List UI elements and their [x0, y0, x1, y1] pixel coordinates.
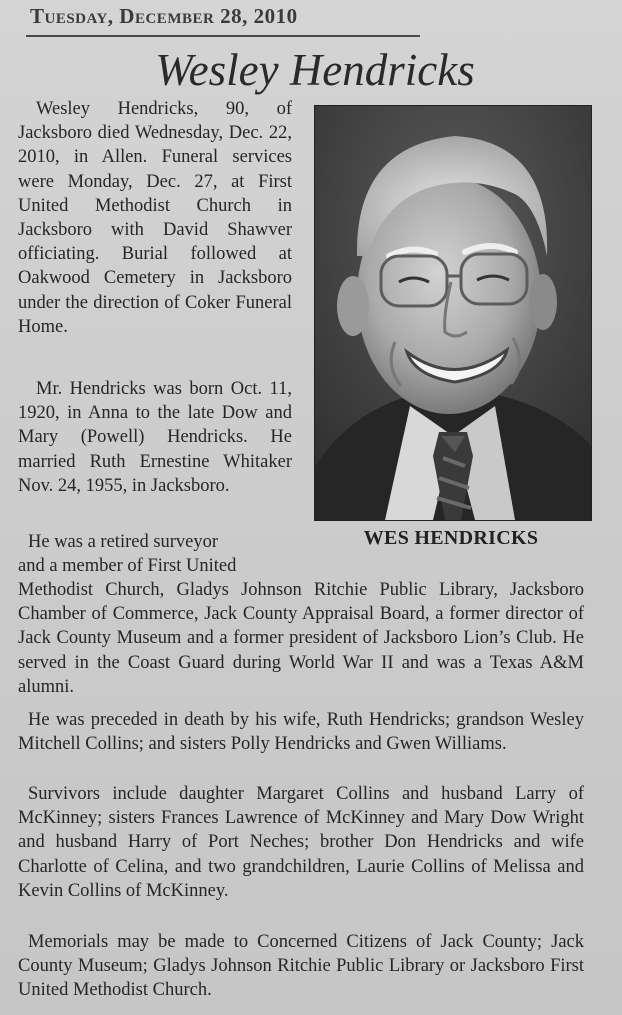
paragraph-3-line-2: and a member of First United [18, 556, 237, 576]
headline: Wesley Hendricks [155, 45, 475, 95]
portrait-illustration [315, 106, 591, 520]
paragraph-5: Survivors include daughter Margaret Collins and husband Larry of McKinney; sisters Frances Lawrence of McKinney and Mary Dow Wright and husband Harry of Port Neches; brother Don Hendricks and wife Charlotte of Celina, and two grandchildren, Laurie Collins of Melissa and Kevin Collins of McKinney. [18, 784, 584, 901]
portrait-photo [314, 105, 592, 521]
paragraph-2: Mr. Hendricks was born Oct. 11, 1920, in Anna to the late Dow and Mary (Powell) Hendricks. He married Ruth Ernestine Whitaker Nov. 24, 1955, in Jacksboro. [18, 379, 292, 496]
paragraph-4: He was preceded in death by his wife, Ruth Hendricks; grandson Wesley Mitchell Collins; and sisters Polly Hendricks and Gwen Williams. [18, 710, 584, 755]
paragraph-1: Wesley Hendricks, 90, of Jacksboro died Wednesday, Dec. 22, 2010, in Allen. Funeral services were Monday, Dec. 27, at First United Methodist Church in Jacksboro with David Shawver officiating. Burial followed at Oakwood Cemetery in Jacksboro under the direction of Coker Funeral Home. [18, 99, 292, 337]
date-line: Tuesday, December 28, 2010 [30, 4, 298, 28]
paragraph-3-rest: Methodist Church, Gladys Johnson Ritchie Public Library, Jacksboro Chamber of Commerce, Jack County Appraisal Board, a former director of Jack County Museum and a former president of Jacksboro Lion’s Club. He served in the Coast Guard during World War II and was a Texas A&M alumni. [18, 580, 584, 697]
paragraph-6: Memorials may be made to Concerned Citizens of Jack County; Jack County Museum; Gladys Johnson Ritchie Public Library or Jacksboro First United Methodist Church. [18, 932, 584, 1001]
photo-caption: WES HENDRICKS [363, 527, 539, 549]
paragraph-3-line-1: He was a retired surveyor [28, 532, 219, 552]
date-rule [26, 35, 420, 37]
